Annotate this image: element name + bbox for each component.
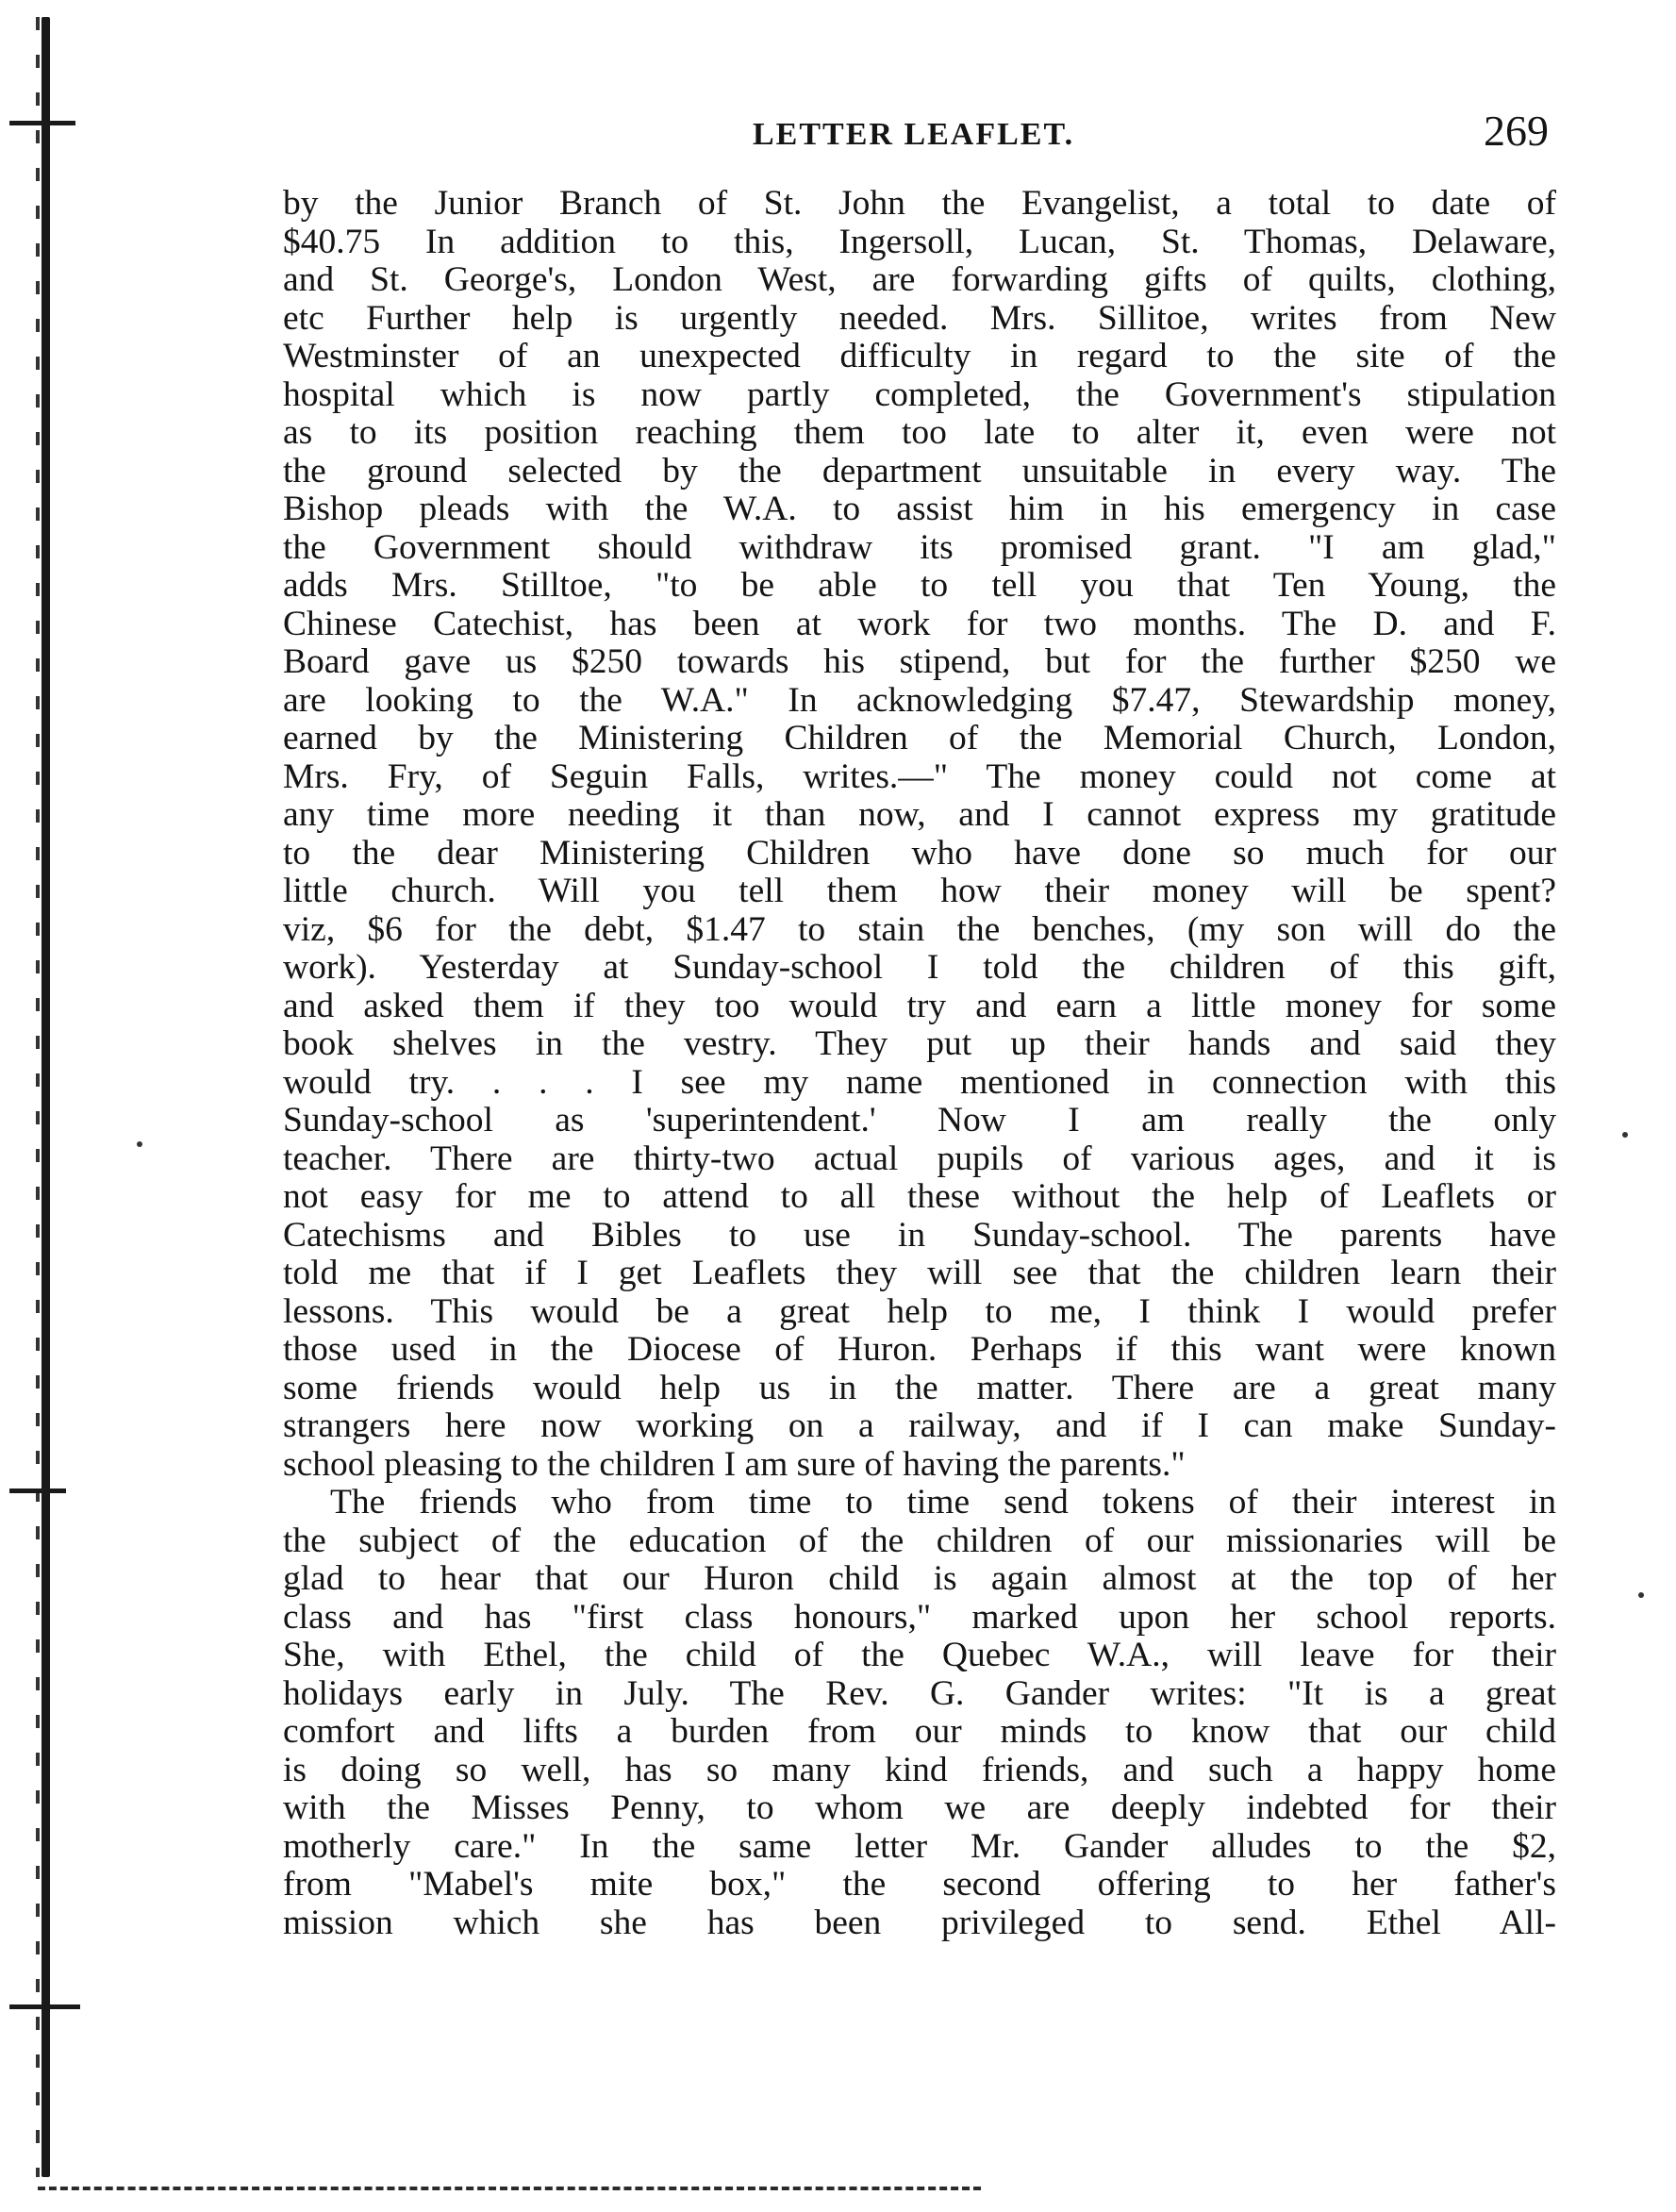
text-line: Bishop pleads with the W.A. to assist him in his emergency in case xyxy=(283,490,1556,528)
text-line: teacher. There are thirty-two actual pupils of various ages, and it is xyxy=(283,1139,1556,1178)
text-line: are looking to the W.A." In acknowledging $7.47, Stewardship money, xyxy=(283,680,1556,720)
text-line: viz, $6 for the debt, $1.47 to stain the benches, (my son will do the xyxy=(283,909,1556,949)
text-line: Sunday-school as 'superintendent.' Now I am really the only xyxy=(283,1101,1556,1139)
text-line: Mrs. Fry, of Seguin Falls, writes.—" The money could not come at xyxy=(283,757,1556,796)
page-number: 269 xyxy=(1484,107,1549,155)
text-line: Westminster of an unexpected difficulty in regard to the site of the xyxy=(283,337,1556,375)
text-line: and asked them if they too would try and earn a little money for some xyxy=(283,986,1556,1025)
text-line: comfort and lifts a burden from our minds to know that our child xyxy=(283,1712,1556,1751)
text-line: motherly care." In the same letter Mr. Gander alludes to the $2, xyxy=(283,1826,1556,1866)
text-line: She, with Ethel, the child of the Quebec W.A., will leave for their xyxy=(283,1636,1556,1674)
bottom-dashed-rule xyxy=(38,2187,981,2190)
binding-tick-mark xyxy=(9,1489,66,1493)
text-line: work). Yesterday at Sunday-school I told the children of this gift, xyxy=(283,948,1556,987)
text-line: glad to hear that our Huron child is again almost at the top of her xyxy=(283,1559,1556,1598)
running-head xyxy=(283,106,1556,162)
text-line: earned by the Ministering Children of the Memorial Church, London, xyxy=(283,719,1556,757)
page-speck xyxy=(1638,1592,1644,1598)
text-line: Catechisms and Bibles to use in Sunday-school. The parents have xyxy=(283,1215,1556,1255)
text-line: the Government should withdraw its promised grant. "I am glad," xyxy=(283,527,1556,567)
binding-edge-rule xyxy=(41,17,50,2177)
text-line: would try. . . . I see my name mentioned in connection with this xyxy=(283,1062,1556,1102)
text-line: class and has "first class honours," marked upon her school reports. xyxy=(283,1597,1556,1637)
text-line: any time more needing it than now, and I cannot express my gratitude xyxy=(283,795,1556,834)
text-line: adds Mrs. Stilltoe, "to be able to tell you that Ten Young, the xyxy=(283,566,1556,605)
text-line: those used in the Diocese of Huron. Perhaps if this want were known xyxy=(283,1330,1556,1369)
text-line: little church. Will you tell them how their money will be spent? xyxy=(283,872,1556,910)
text-line: by the Junior Branch of St. John the Evangelist, a total to date of xyxy=(283,184,1556,223)
text-line: Chinese Catechist, has been at work for two months. The D. and F. xyxy=(283,604,1556,643)
binding-tick-mark xyxy=(9,121,75,125)
text-line: some friends would help us in the matter. There are a great many xyxy=(283,1368,1556,1407)
text-line: Board gave us $250 towards his stipend, but for the further $250 we xyxy=(283,642,1556,681)
text-line: the subject of the education of the children of our missionaries will be xyxy=(283,1521,1556,1560)
body-text xyxy=(283,185,1556,1942)
text-line: to the dear Ministering Children who have done so much for our xyxy=(283,833,1556,873)
running-title: LETTER LEAFLET. xyxy=(753,117,1075,152)
text-line: the ground selected by the department unsuitable in every way. The xyxy=(283,451,1556,491)
text-line: $40.75 In addition to this, Ingersoll, Lucan, St. Thomas, Delaware, xyxy=(283,222,1556,261)
text-line: strangers here now working on a railway, and if I can make Sunday- xyxy=(283,1406,1556,1445)
text-line: from "Mabel's mite box," the second offering to her father's xyxy=(283,1865,1556,1904)
text-line: mission which she has been privileged to send. Ethel All- xyxy=(283,1903,1556,1942)
text-line: hospital which is now partly completed, the Government's stipulation xyxy=(283,374,1556,414)
text-line: book shelves in the vestry. They put up their hands and said they xyxy=(283,1024,1556,1063)
text-line: etc Further help is urgently needed. Mrs. Sillitoe, writes from New xyxy=(283,298,1556,338)
page-speck xyxy=(137,1141,142,1147)
text-line: as to its position reaching them too late to alter it, even were not xyxy=(283,413,1556,452)
text-line: school pleasing to the children I am sure of having the parents." xyxy=(283,1444,1186,1484)
text-line: told me that if I get Leaflets they will see that the children learn their xyxy=(283,1254,1556,1292)
page-speck xyxy=(1622,1132,1628,1138)
text-line: and St. George's, London West, are forwarding gifts of quilts, clothing, xyxy=(283,260,1556,299)
text-line: lessons. This would be a great help to me, I think I would prefer xyxy=(283,1291,1556,1331)
binding-tick-mark xyxy=(9,2004,80,2009)
text-line: holidays early in July. The Rev. G. Gander writes: "It is a great xyxy=(283,1673,1556,1713)
text-line: with the Misses Penny, to whom we are deeply indebted for their xyxy=(283,1788,1556,1827)
text-line: is doing so well, has so many kind friends, and such a happy home xyxy=(283,1750,1556,1789)
text-line: The friends who from time to time send tokens of their interest in xyxy=(330,1483,1556,1522)
text-line: not easy for me to attend to all these without the help of Leaflets or xyxy=(283,1177,1556,1216)
